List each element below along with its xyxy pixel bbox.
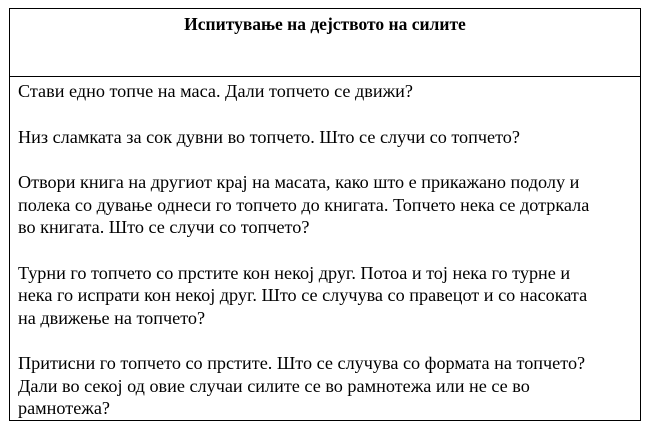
- paragraph-line: на движење на топчето?: [18, 307, 206, 328]
- paragraph-line: Отвори книга на другиот крај на масата, како што е прикажано подолу и: [18, 172, 580, 192]
- paragraph-line: Низ сламката за сок дувни во топчето. Што се случи со топчето?: [18, 126, 520, 147]
- paragraph-line: во книгата. Што се случи со топчето?: [18, 217, 310, 237]
- paragraph-push-ball: [18, 262, 634, 330]
- paragraph-line: нека го испрати кон некој друг. Што се случува со правецот и со насоката: [18, 285, 588, 305]
- paragraph-line: Дали во секој од овие случаи силите се во рамнотежа или не се во: [18, 375, 530, 396]
- paragraph-line: Турни го топчето со прстите кон некој друг. Потоа и тој нека го турне и: [18, 262, 571, 283]
- table-header-cell: [10, 9, 640, 77]
- activity-table: [9, 8, 641, 421]
- paragraph-book: [18, 171, 634, 239]
- paragraph-place-ball: [18, 80, 634, 103]
- paragraph-line: Стави едно топче на маса. Дали топчето се движи?: [18, 81, 413, 101]
- paragraph-line: полека со дување однеси го топчето до книгата. Топчето нека се дотркала: [18, 194, 590, 215]
- paragraph-blow-straw: [18, 126, 634, 149]
- paragraph-line: рамнотежа?: [18, 398, 110, 418]
- paragraph-press-ball: [18, 352, 634, 420]
- paragraph-line: Притисни го топчето со прстите. Што се случува со формата на топчето?: [18, 353, 586, 373]
- table-title: Испитување на дејството на силите: [184, 14, 466, 34]
- table-body-cell: [10, 77, 640, 420]
